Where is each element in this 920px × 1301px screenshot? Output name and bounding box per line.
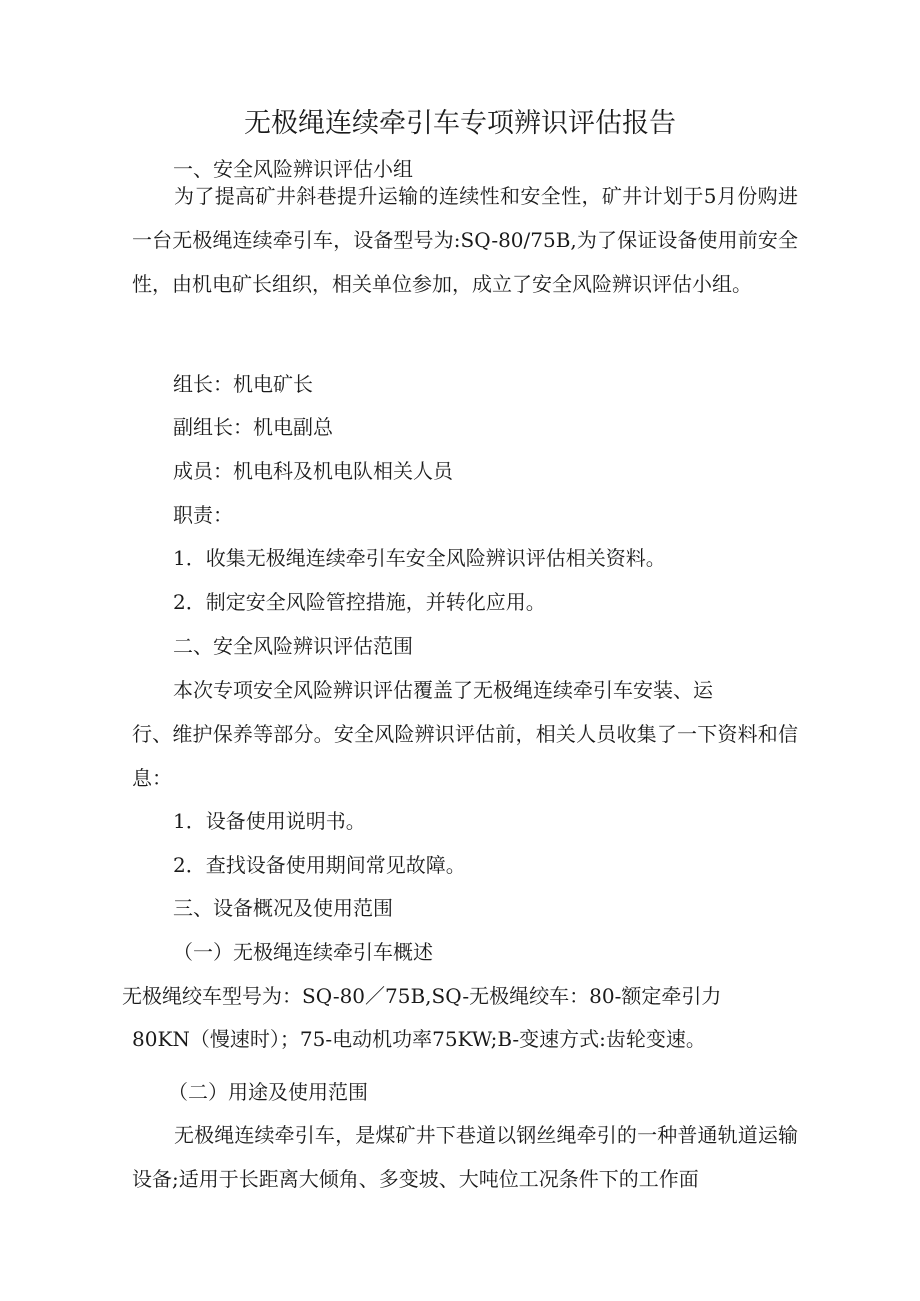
document-title: 无极绳连续牵引车专项辨识评估报告 [244, 108, 676, 139]
section-1-paragraph: 为了提高矿井斜巷提升运输的连续性和安全性，矿井计划于5月份购进一台无极绳连续牵引车，设备型号为:SQ-80/75B,为了保证设备使用前安全性，由机电矿长组织，相关单位参加，成立了安全风险辨识评估小组。 [132, 184, 798, 296]
subsection-heading-1: （一）无极绳连续牵引车概述 [173, 940, 433, 964]
model-description-line-1: 无极绳绞车型号为：SQ-80／75B,SQ-无极绳绞车：80-额定牵引力 [122, 984, 722, 1008]
model-description-line-2: 80KN（慢速时）；75-电动机功率75KW;B-变速方式:齿轮变速。 [132, 1027, 706, 1051]
usage-paragraph: 无极绳连续牵引车，是煤矿井下巷道以钢丝绳牵引的一种普通轨道运输设备;适用于长距离大倾角、多变坡、大吨位工况条件下的工作面 [132, 1123, 798, 1191]
duty-item-2: 2．制定安全风险管控措施，并转化应用。 [173, 590, 546, 614]
section-heading-1: 一、安全风险辨识评估小组 [173, 157, 413, 181]
info-item-2: 2．查找设备使用期间常见故障。 [173, 853, 466, 877]
section-heading-2: 二、安全风险辨识评估范围 [173, 634, 413, 658]
section-heading-3: 三、设备概况及使用范围 [173, 896, 393, 920]
team-leader: 组长：机电矿长 [173, 372, 313, 396]
team-members: 成员：机电科及机电队相关人员 [173, 459, 453, 483]
subsection-heading-2: （二）用途及使用范围 [168, 1080, 368, 1104]
section-2-paragraph-line-1: 本次专项安全风险辨识评估覆盖了无极绳连续牵引车安装、运 [173, 678, 713, 702]
duties-label: 职责： [173, 503, 233, 527]
section-2-paragraph-rest: 行、维护保养等部分。安全风险辨识评估前，相关人员收集了一下资料和信息： [132, 722, 798, 790]
team-deputy: 副组长：机电副总 [173, 415, 333, 439]
duty-item-1: 1．收集无极绳连续牵引车安全风险辨识评估相关资料。 [173, 546, 666, 570]
info-item-1: 1．设备使用说明书。 [173, 809, 366, 833]
